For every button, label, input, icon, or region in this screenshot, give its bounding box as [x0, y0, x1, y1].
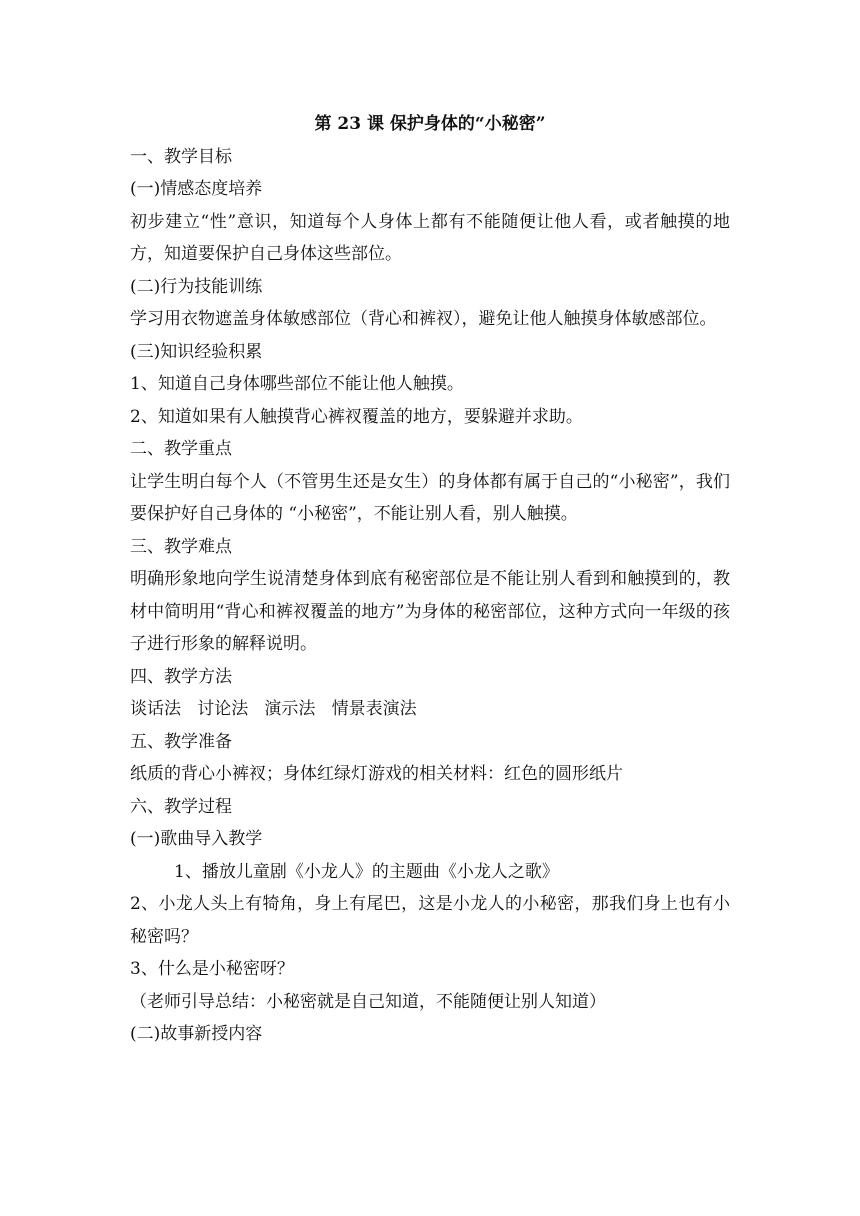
list-item-process-2: 2、小龙人头上有犄角，身上有尾巴，这是小龙人的小秘密，那我们身上也有小秘密吗？ — [130, 894, 730, 947]
paragraph-skills: 学习用衣物遮盖身体敏感部位（背心和裤衩），避免让他人触摸身体敏感部位。 — [130, 309, 717, 329]
paragraph-attitude: 初步建立“性”意识，知道每个人身体上都有不能随便让他人看，或者触摸的地方，知道要保护自己身体这些部位。 — [130, 211, 730, 264]
paragraph-difficulty: 明确形象地向学生说清楚身体到底有秘密部位是不能让别人看到和触摸到的，教材中简明用“背心和裤衩覆盖的地方”为身体的秘密部位，这种方式向一年级的孩子进行形象的解释说明。 — [130, 569, 730, 654]
list-item-knowledge-2: 2、知道如果有人触摸背心裤衩覆盖的地方，要躲避并求助。 — [130, 406, 583, 427]
subheading-song-intro: (一)歌曲导入教学 — [130, 829, 263, 849]
lesson-title: 第 23 课 保护身体的“小秘密” — [314, 114, 546, 134]
subheading-skills: (二)行为技能训练 — [130, 276, 263, 297]
paragraph-preparation: 纸质的背心小裤衩；身体红绿灯游戏的相关材料：红色的圆形纸片 — [130, 764, 623, 784]
section-heading-preparation: 五、教学准备 — [130, 731, 232, 752]
subheading-attitude: (一)情感态度培养 — [130, 179, 263, 199]
section-heading-difficulty: 三、教学难点 — [130, 536, 232, 557]
document-body — [130, 108, 730, 1051]
paragraph-methods: 谈话法 讨论法 演示法 情景表演法 — [130, 699, 417, 719]
list-item-knowledge-1: 1、知道自己身体哪些部位不能让他人触摸。 — [130, 374, 464, 394]
section-heading-focus: 二、教学重点 — [130, 439, 232, 459]
teacher-note: （老师引导总结：小秘密就是自己知道，不能随便让别人知道） — [130, 991, 606, 1012]
list-item-process-3: 3、什么是小秘密呀？ — [130, 959, 294, 979]
list-item-process-1: 1、播放儿童剧《小龙人》的主题曲《小龙人之歌》 — [174, 861, 559, 882]
subheading-knowledge: (三)知识经验积累 — [130, 341, 263, 362]
section-heading-goals: 一、教学目标 — [130, 146, 232, 167]
section-heading-methods: 四、教学方法 — [130, 666, 232, 687]
paragraph-focus: 让学生明白每个人（不管男生还是女生）的身体都有属于自己的“小秘密”，我们要保护好自己身体的 “小秘密”，不能让别人看，别人触摸。 — [130, 471, 730, 524]
subheading-story: (二)故事新授内容 — [130, 1024, 263, 1044]
section-heading-process: 六、教学过程 — [130, 796, 232, 817]
